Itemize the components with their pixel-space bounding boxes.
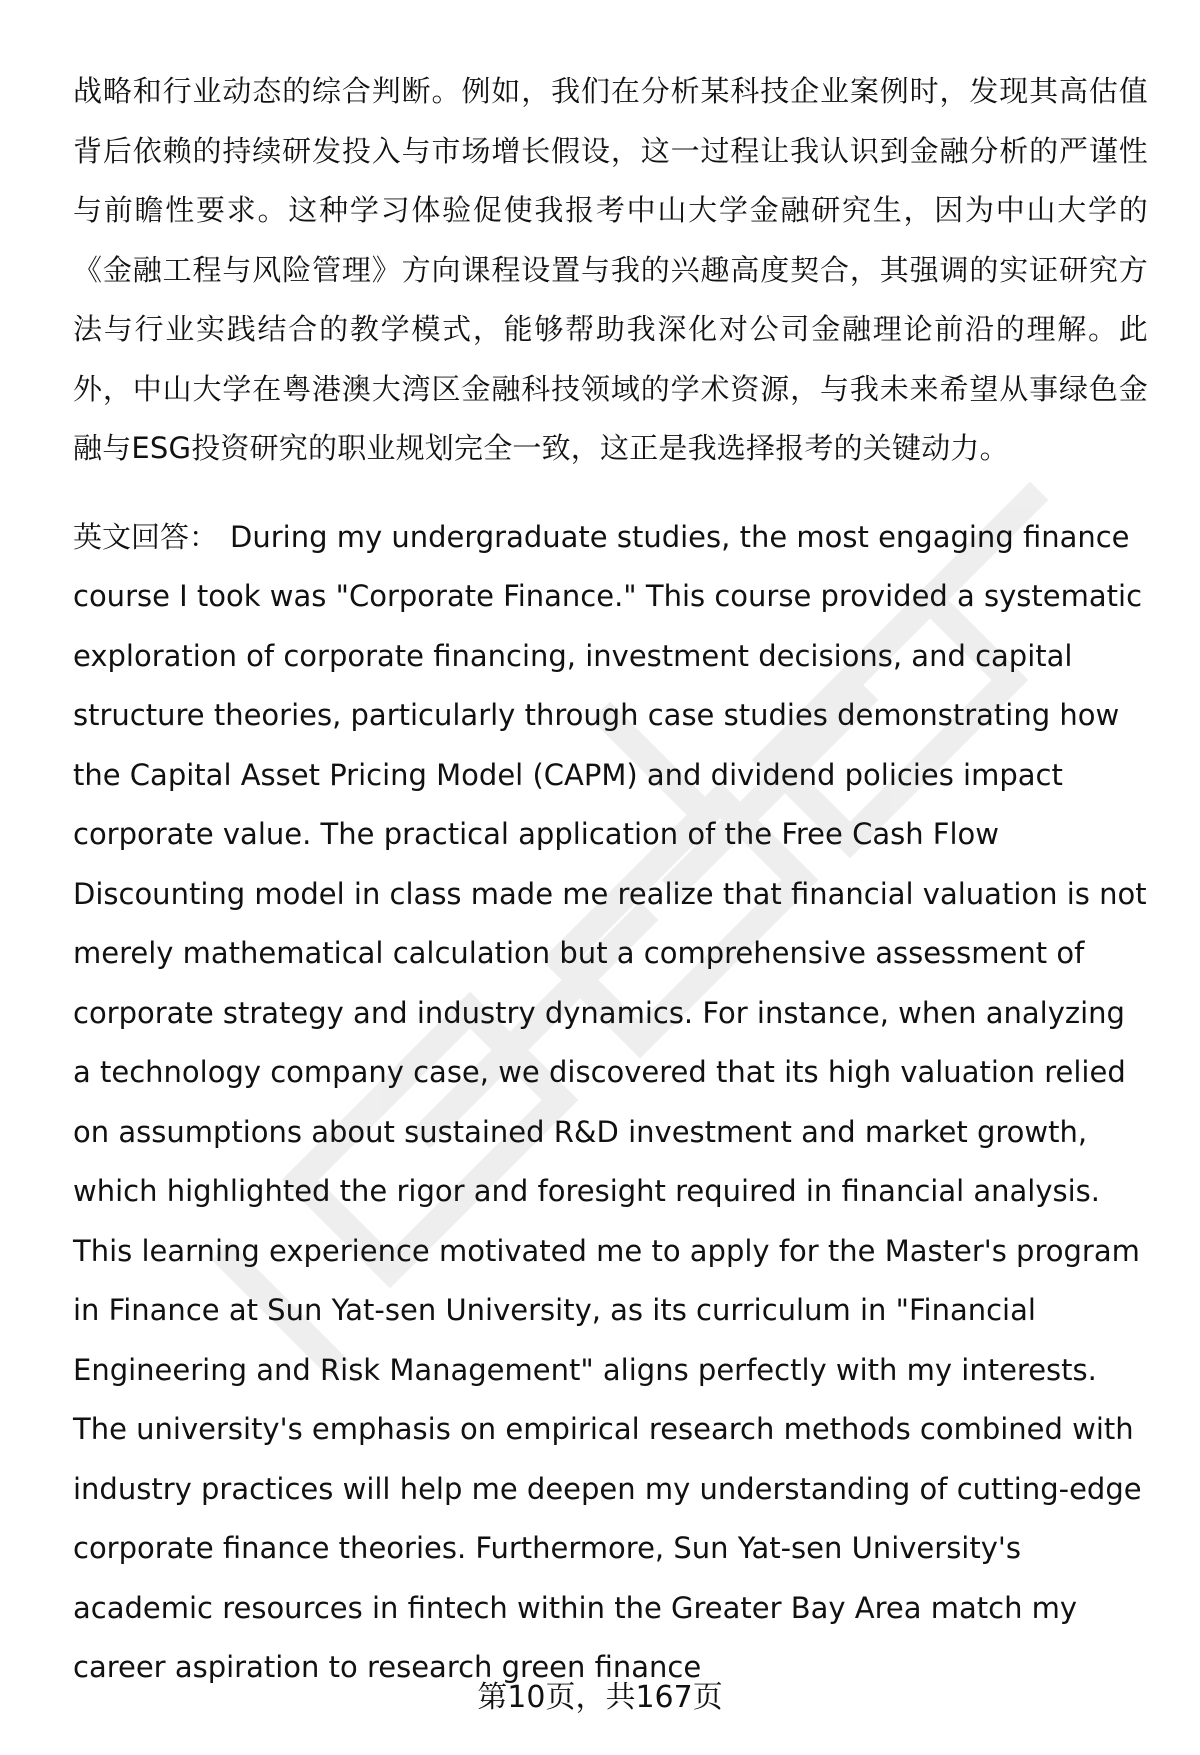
english-answer-label: 英文回答： — [73, 519, 219, 554]
page-number-footer: 第10页，共167页 — [477, 1680, 723, 1715]
english-answer-paragraph — [73, 508, 1148, 1698]
document-body — [73, 62, 1148, 1698]
chinese-answer-paragraph: 战略和行业动态的综合判断。例如，我们在分析某科技企业案例时，发现其高估值背后依赖的持续研发投入与市场增长假设，这一过程让我认识到金融分析的严谨性与前瞻性要求。这种学习体验促使我报考中山大学金融研究生，因为中山大学的《金融工程与风险管理》方向课程设置与我的兴趣高度契合，其强调的实证研究方法与行业实践结合的教学模式，能够帮助我深化对公司金融理论前沿的理解。此外，中山大学在粤港澳大湾区金融科技领域的学术资源，与我未来希望从事绿色金融与ESG投资研究的职业规划完全一致，这正是我选择报考的关键动力。 — [73, 74, 1148, 465]
english-answer-text: During my undergraduate studies, the most engaging finance course I took was "Corporate Finance." This course provided a systematic exploration of corporate financing, investment decisions, and capital structure theories, particularly through case studies demonstrating how the Capital Asset Pricing Model (CAPM) and dividend policies impact corporate value. The practical application of the Free Cash Flow Discounting model in class made me realize that financial valuation is not merely mathematical calculation but a comprehensive assessment of corporate strategy and industry dynamics. For instance, when analyzing a technology company case, we discovered that its high valuation relied on assumptions about sustained R&D investment and market growth, which highlighted the rigor and foresight required in financial analysis. This learning experience motivated me to apply for the Master's program in Finance at Sun Yat-sen University, as its curriculum in "Financial Engineering and Risk Management" aligns perfectly with my interests. The university's emphasis on empirical research methods combined with industry practices will help me deepen my understanding of cutting-edge corporate finance theories. Furthermore, Sun Yat-sen University's academic resources in fintech within the Greater Bay Area match my career aspiration to research green finance — [73, 519, 1147, 1684]
